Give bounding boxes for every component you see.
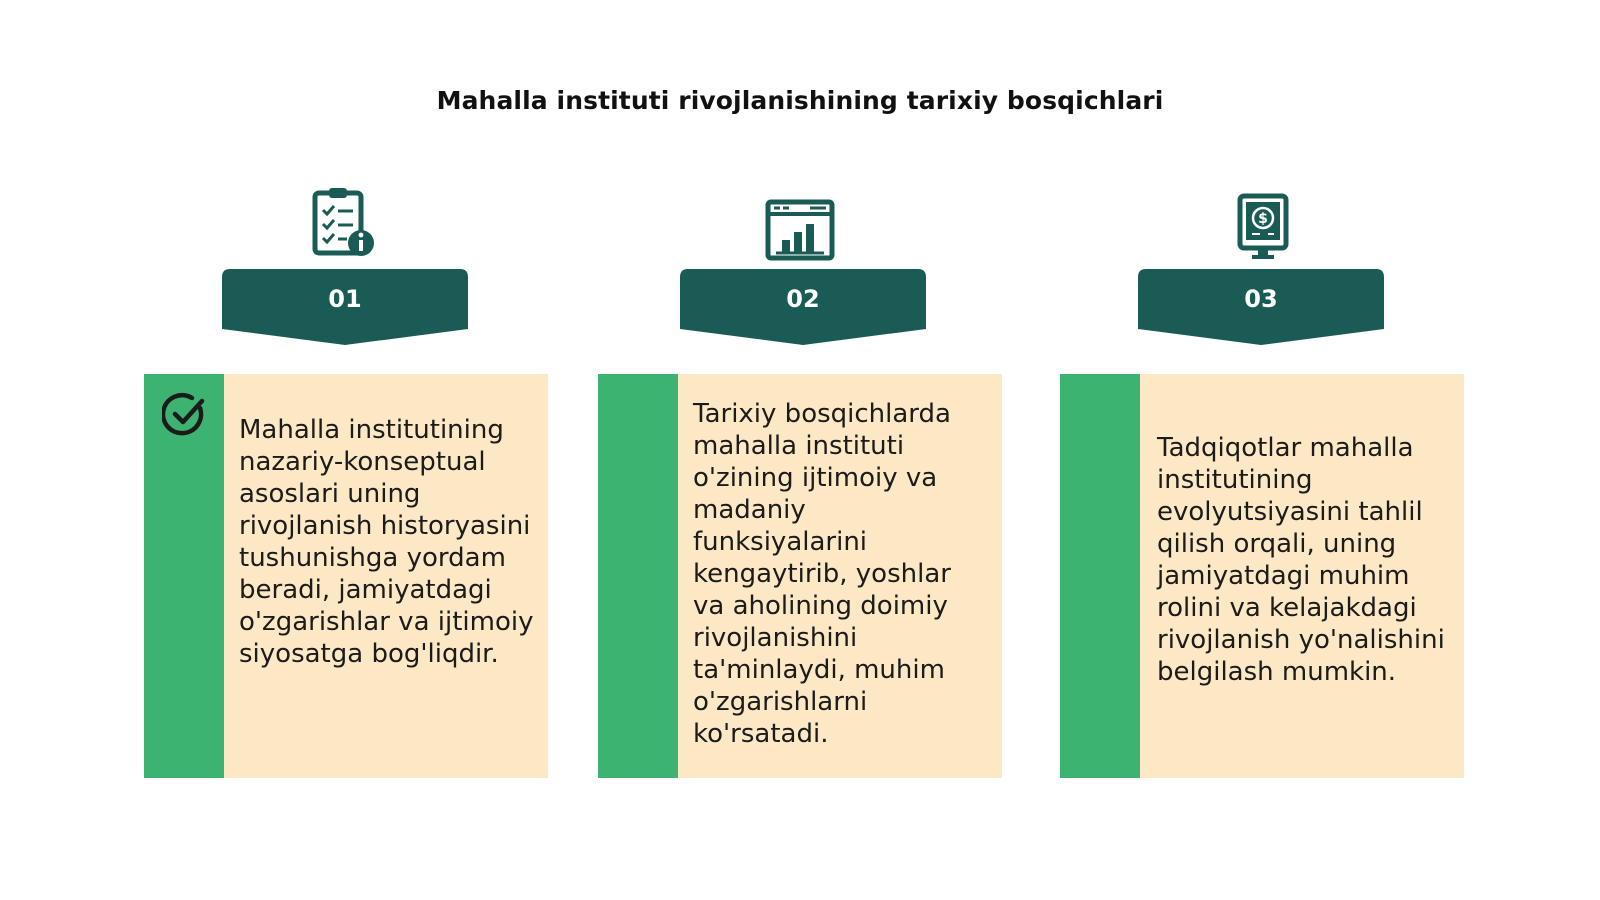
accent-bar — [598, 374, 678, 778]
stage-description: Tadqiqotlar mahalla institutining evolyutsiyasini tahlil qilish orqali, uning jamiyatdagi muhim rolini va kelajakdagi rivojlanish yo'nalishini belgilash mumkin. — [1157, 433, 1445, 687]
stage-card-03 — [1060, 374, 1464, 778]
accent-bar — [1060, 374, 1140, 778]
stage-badge-01 — [222, 269, 468, 345]
stage-description: Mahalla institutining nazariy-konseptual asoslari uning rivojlanish historyasini tushunishga yordam beradi, jamiyatdagi o'zgarishlar va ijtimoiy siyosatga bog'liqdir. — [239, 415, 534, 669]
stage-badge-03 — [1138, 269, 1384, 345]
stage-number: 02 — [786, 285, 820, 313]
svg-text:$: $ — [1258, 211, 1268, 227]
dollar-device-icon — [1224, 188, 1304, 268]
stage-card-01 — [144, 374, 548, 778]
stage-description: Tarixiy bosqichlarda mahalla instituti o'zining ijtimoiy va madaniy funksiyalarini kengaytirib, yoshlar va aholining doimiy rivojlanishini ta'minlaydi, muhim o'zgarishlarni ko'rsatadi. — [693, 399, 951, 749]
diagram-title: Mahalla instituti rivojlanishining tarixiy bosqichlari — [436, 86, 1164, 115]
accent-bar — [144, 374, 224, 778]
checkmark-circle-icon — [162, 392, 208, 438]
stage-number: 03 — [1244, 285, 1278, 313]
bar-chart-window-icon — [760, 190, 840, 270]
stage-badge-02 — [680, 269, 926, 345]
stage-card-02 — [598, 374, 1002, 778]
stage-number: 01 — [328, 285, 362, 313]
clipboard-info-icon — [305, 185, 385, 265]
